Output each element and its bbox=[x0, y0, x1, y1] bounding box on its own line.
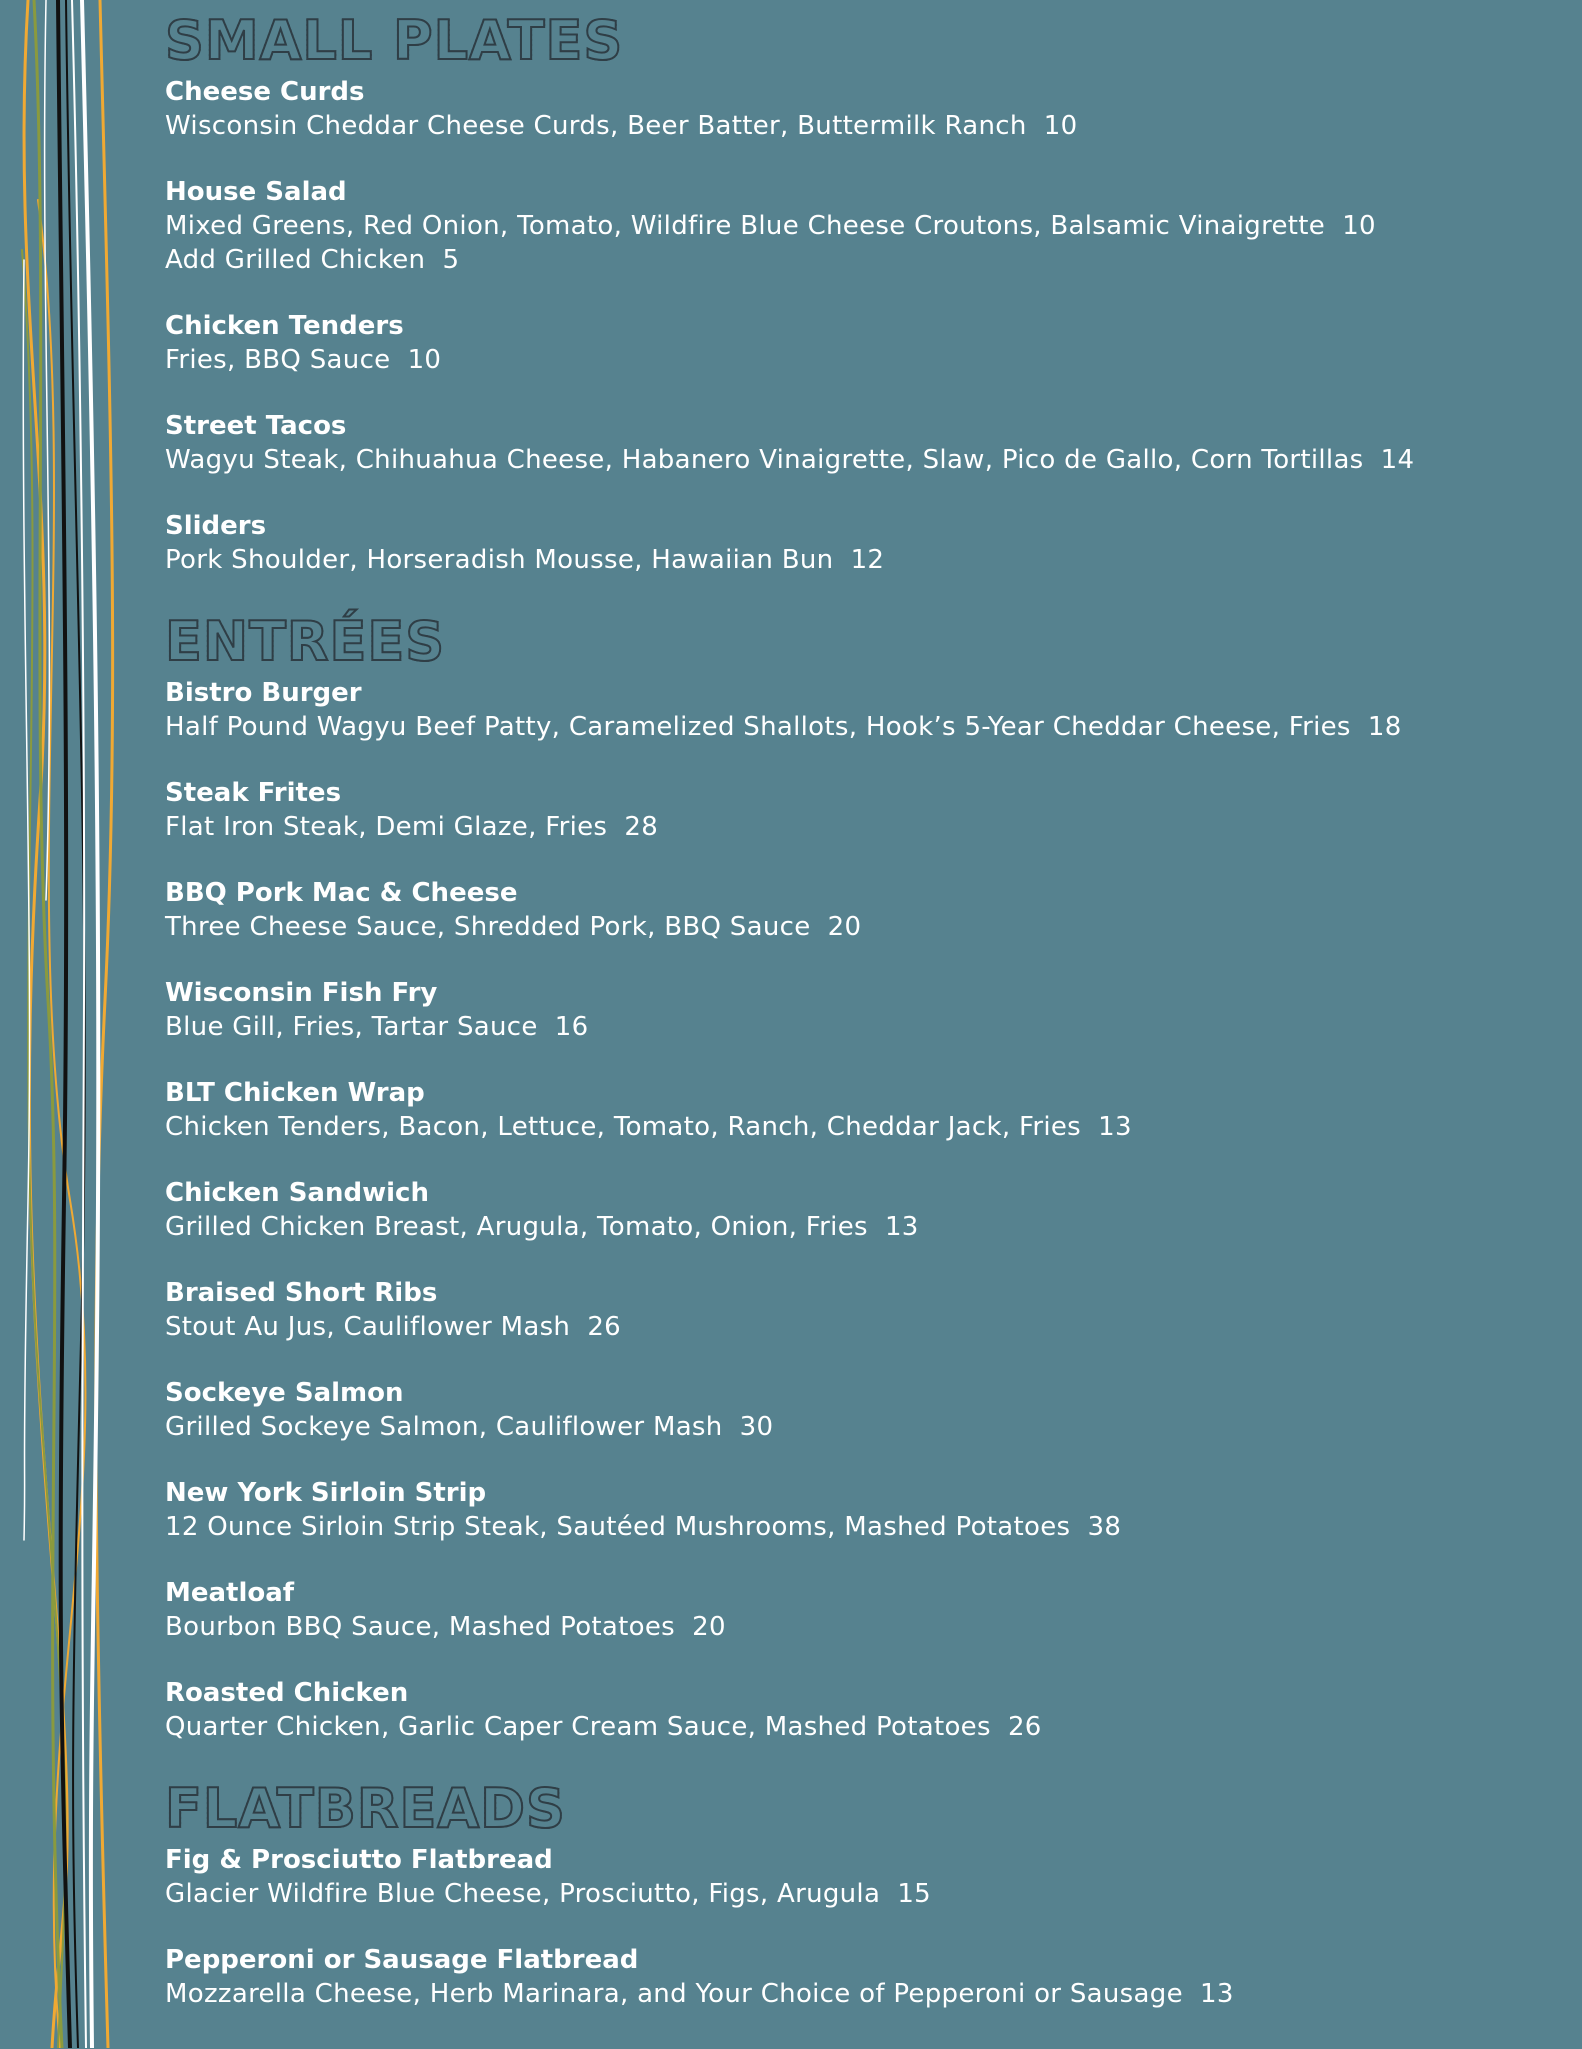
item-name: Bistro Burger bbox=[165, 678, 362, 708]
item-description: Glacier Wildfire Blue Cheese, Prosciutto, Figs, Arugula 15 bbox=[165, 1879, 931, 1909]
item-name: Street Tacos bbox=[165, 411, 347, 441]
menu-item bbox=[165, 1477, 1555, 1544]
menu-item bbox=[165, 1277, 1555, 1344]
decorative-ribbons bbox=[0, 0, 150, 2048]
item-description: Fries, BBQ Sauce 10 bbox=[165, 345, 442, 375]
item-description: Blue Gill, Fries, Tartar Sauce 16 bbox=[165, 1012, 589, 1042]
ribbon-white-3 bbox=[23, 260, 29, 1540]
menu-item bbox=[165, 510, 1555, 577]
item-description: Mixed Greens, Red Onion, Tomato, Wildfire Blue Cheese Croutons, Balsamic Vinaigrette 10 bbox=[165, 211, 1376, 241]
section-title: ENTRÉES bbox=[165, 615, 1555, 677]
ribbon-white-4 bbox=[45, 0, 50, 900]
menu-item bbox=[165, 76, 1555, 143]
menu-item bbox=[165, 410, 1555, 477]
menu-item bbox=[165, 1577, 1555, 1644]
item-description: Grilled Sockeye Salmon, Cauliflower Mash 30 bbox=[165, 1412, 774, 1442]
menu-item bbox=[165, 677, 1555, 744]
item-description: Bourbon BBQ Sauce, Mashed Potatoes 20 bbox=[165, 1612, 726, 1642]
item-name: Sliders bbox=[165, 511, 267, 541]
menu-item bbox=[165, 1377, 1555, 1444]
item-description: Flat Iron Steak, Demi Glaze, Fries 28 bbox=[165, 812, 659, 842]
section-flatbreads bbox=[165, 1777, 1555, 2011]
item-name: Chicken Sandwich bbox=[165, 1178, 429, 1208]
item-name: BBQ Pork Mac & Cheese bbox=[165, 878, 518, 908]
menu-item bbox=[165, 977, 1555, 1044]
item-description: Stout Au Jus, Cauliflower Mash 26 bbox=[165, 1312, 622, 1342]
item-name: Cheese Curds bbox=[165, 77, 365, 107]
item-description: Wagyu Steak, Chihuahua Cheese, Habanero Vinaigrette, Slaw, Pico de Gallo, Corn Tortillas 14 bbox=[165, 445, 1415, 475]
section-entrees bbox=[165, 610, 1555, 1744]
item-description: Half Pound Wagyu Beef Patty, Caramelized Shallots, Hook’s 5-Year Cheddar Cheese, Fries 18 bbox=[165, 712, 1402, 742]
section-small-plates bbox=[165, 9, 1555, 577]
item-name: Wisconsin Fish Fry bbox=[165, 978, 438, 1008]
item-name: Meatloaf bbox=[165, 1578, 295, 1608]
menu-item bbox=[165, 1077, 1555, 1144]
item-description: Wisconsin Cheddar Cheese Curds, Beer Batter, Buttermilk Ranch 10 bbox=[165, 111, 1078, 141]
menu-item bbox=[165, 1944, 1555, 2011]
item-name: Steak Frites bbox=[165, 778, 342, 808]
section-title: FLATBREADS bbox=[165, 1782, 1555, 1844]
item-description: Mozzarella Cheese, Herb Marinara, and Your Choice of Pepperoni or Sausage 13 bbox=[165, 1979, 1234, 2009]
item-name: BLT Chicken Wrap bbox=[165, 1078, 425, 1108]
item-description: Chicken Tenders, Bacon, Lettuce, Tomato, Ranch, Cheddar Jack, Fries 13 bbox=[165, 1112, 1132, 1142]
item-name: House Salad bbox=[165, 177, 347, 207]
item-description: Pork Shoulder, Horseradish Mousse, Hawaiian Bun 12 bbox=[165, 545, 885, 575]
ribbon-black-2 bbox=[66, 0, 85, 2048]
item-description: Three Cheese Sauce, Shredded Pork, BBQ Sauce 20 bbox=[165, 912, 862, 942]
item-description: Quarter Chicken, Garlic Caper Cream Sauce, Mashed Potatoes 26 bbox=[165, 1712, 1042, 1742]
item-description: 12 Ounce Sirloin Strip Steak, Sautéed Mushrooms, Mashed Potatoes 38 bbox=[165, 1512, 1122, 1542]
item-name: Braised Short Ribs bbox=[165, 1278, 438, 1308]
item-name: Sockeye Salmon bbox=[165, 1378, 404, 1408]
item-name: New York Sirloin Strip bbox=[165, 1478, 487, 1508]
menu-item bbox=[165, 1677, 1555, 1744]
menu-content bbox=[165, 9, 1555, 2049]
item-name: Chicken Tenders bbox=[165, 311, 404, 341]
menu-item bbox=[165, 1844, 1555, 1911]
item-addon: Add Grilled Chicken 5 bbox=[165, 245, 460, 275]
menu-item bbox=[165, 777, 1555, 844]
menu-item bbox=[165, 176, 1555, 277]
item-description: Grilled Chicken Breast, Arugula, Tomato, Onion, Fries 13 bbox=[165, 1212, 919, 1242]
menu-item bbox=[165, 877, 1555, 944]
item-name: Pepperoni or Sausage Flatbread bbox=[165, 1945, 639, 1975]
item-name: Fig & Prosciutto Flatbread bbox=[165, 1845, 553, 1875]
menu-item bbox=[165, 1177, 1555, 1244]
item-name: Roasted Chicken bbox=[165, 1678, 409, 1708]
section-title: SMALL PLATES bbox=[165, 14, 1555, 76]
menu-item bbox=[165, 310, 1555, 377]
